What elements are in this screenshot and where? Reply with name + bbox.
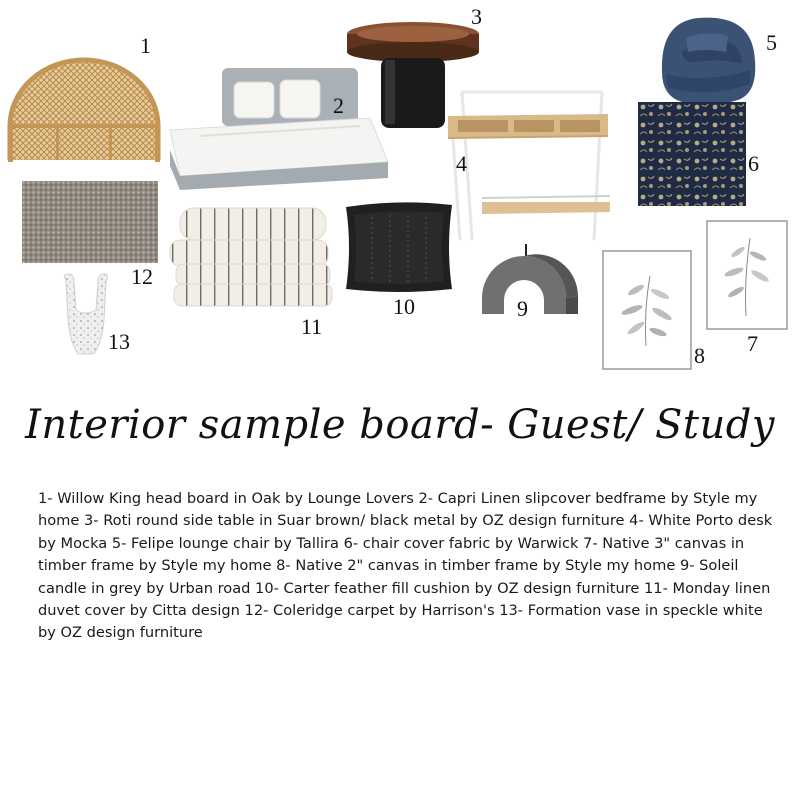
duvet-cover-image <box>166 206 336 310</box>
canvas-art-3-image <box>706 220 788 330</box>
desk-image <box>442 84 614 244</box>
item-number-8: 8 <box>694 343 705 368</box>
candle-image <box>478 238 582 321</box>
item-number-3: 3 <box>471 4 482 29</box>
item-number-12: 12 <box>131 264 153 289</box>
item-number-2: 2 <box>333 93 344 118</box>
rattan-headboard-image <box>2 56 166 164</box>
fabric-swatch-image <box>638 102 746 206</box>
item-number-13: 13 <box>108 329 130 354</box>
item-number-6: 6 <box>748 151 759 176</box>
vase-image <box>58 270 114 360</box>
item-number-7: 7 <box>747 331 758 356</box>
item-number-4: 4 <box>456 151 467 176</box>
item-number-9: 9 <box>517 296 528 321</box>
item-number-1: 1 <box>140 33 151 58</box>
lounge-chair-image <box>652 12 764 108</box>
item-number-5: 5 <box>766 30 777 55</box>
item-number-11: 11 <box>301 314 323 339</box>
item-number-10: 10 <box>393 294 415 319</box>
carpet-swatch-image <box>22 181 158 263</box>
cushion-image <box>342 199 456 295</box>
canvas-art-2-image <box>602 250 692 370</box>
board-title: Interior sample board- Guest/ Study <box>25 402 775 448</box>
board-description: 1- Willow King head board in Oak by Lounge Lovers 2- Capri Linen slipcover bedframe by Style my home 3- Roti round side table in Suar brown/ black metal by OZ design furniture 4- White Porto desk by Mocka 5- Felipe lounge chair by Tallira 6- chair cover fabric by Warwick 7- Native 3" canvas in timber frame by Style my home 8- Native 2" canvas in timber frame by Style my home 9- Soleil candle in grey by Urban road 10- Carter feather fill cushion by OZ design furniture 11- Monday linen duvet cover by Citta design 12- Coleridge carpet by Harrison's 13- Formation vase in speckle white by OZ design furniture <box>38 490 773 642</box>
